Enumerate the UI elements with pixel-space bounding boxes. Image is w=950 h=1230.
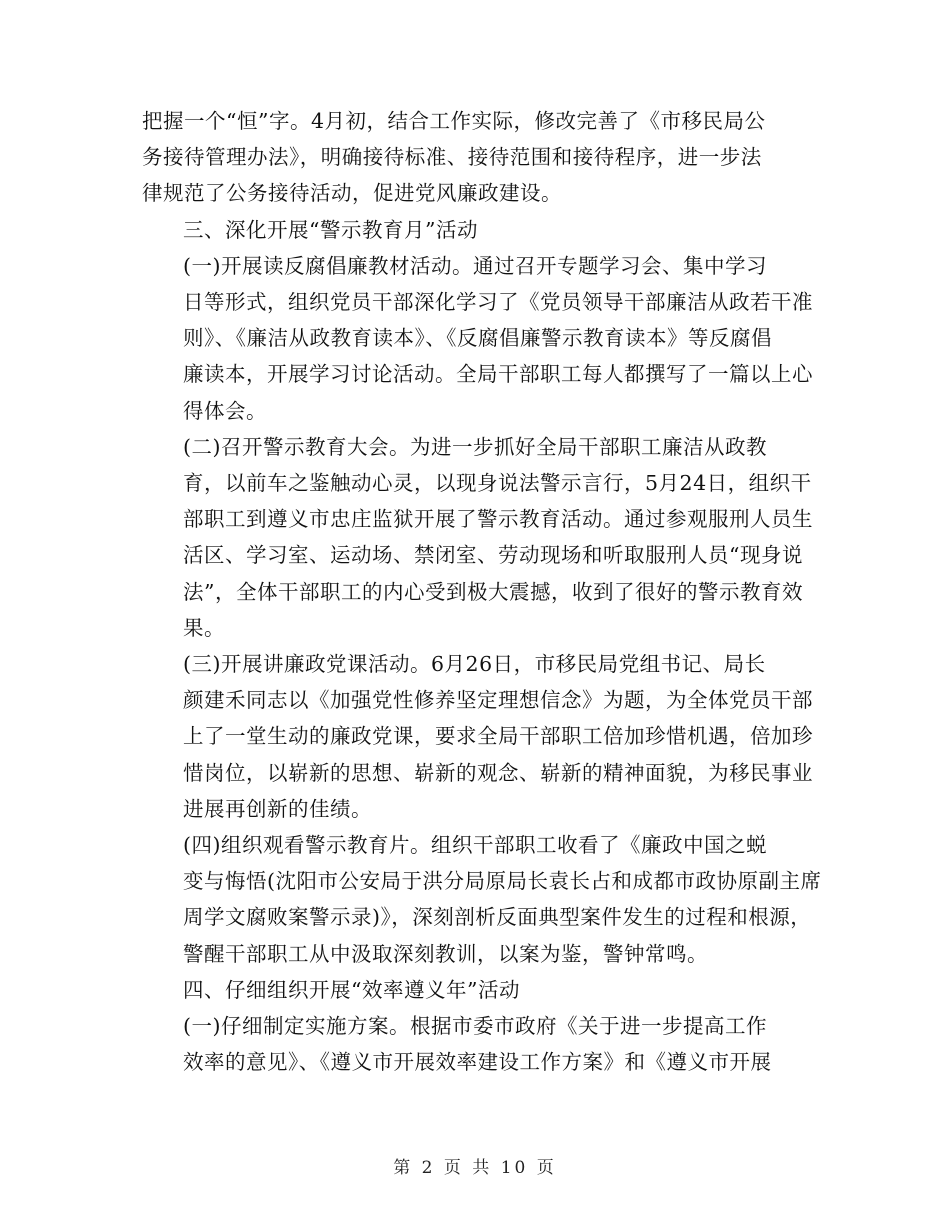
text-line: 变与悔悟(沈阳市公安局于洪分局原局长袁长占和成都市政协原副主席	[183, 869, 822, 894]
paragraph	[142, 827, 822, 972]
text-line: 周学文腐败案警示录)》，深刻剖析反面典型案件发生的过程和根源，	[183, 905, 812, 930]
paragraph	[142, 646, 813, 827]
paragraph	[142, 212, 810, 248]
text-line: 惜岗位，以崭新的思想、崭新的观念、崭新的精神面貌，为移民事业	[183, 760, 813, 785]
text-line: 务接待管理办法》，明确接待标准、接待范围和接待程序，进一步法	[142, 145, 762, 170]
text-line: 警醒干部职工从中汲取深刻教训，以案为鉴，警钟常鸣。	[183, 941, 708, 966]
text-line: 颜建禾同志以《加强党性修养坚定理想信念》为题，为全体党员干部	[183, 688, 813, 713]
paragraph	[142, 1008, 810, 1080]
text-line: 律规范了公务接待活动，促进党风廉政建设。	[142, 181, 562, 206]
text-line: (四)组织观看警示教育片。组织干部职工收看了《廉政中国之蜕	[183, 833, 767, 858]
text-line: 上了一堂生动的廉政党课，要求全局干部职工倍加珍惜机遇，倍加珍	[183, 724, 813, 749]
document-body	[142, 103, 822, 1080]
text-line: 活区、学习室、运动场、禁闭室、劳动现场和听取服刑人员“现身说	[183, 543, 803, 568]
paragraph	[142, 972, 810, 1008]
text-line: (三)开展讲廉政党课活动。6月26日，市移民局党组书记、局长	[183, 652, 766, 677]
text-line: 三、深化开展“警示教育月”活动	[183, 217, 478, 242]
text-line: 果。	[183, 615, 225, 640]
text-line: 廉读本，开展学习讨论活动。全局干部职工每人都撰写了一篇以上心	[183, 362, 813, 387]
text-line: (一)仔细制定实施方案。根据市委市政府《关于进一步提高工作	[183, 1014, 767, 1039]
paragraph	[142, 103, 810, 212]
text-line: (一)开展读反腐倡廉教材活动。通过召开专题学习会、集中学习	[183, 253, 767, 278]
text-line: 则》、《廉洁从政教育读本》、《反腐倡廉警示教育读本》等反腐倡	[183, 326, 772, 351]
paragraph	[142, 429, 813, 646]
text-line: (二)召开警示教育大会。为进一步抓好全局干部职工廉洁从政教	[183, 434, 767, 459]
text-line: 进展再创新的佳绩。	[183, 796, 372, 821]
text-line: 法”，全体干部职工的内心受到极大震撼，收到了很好的警示教育效	[183, 579, 803, 604]
text-line: 日等形式，组织党员干部深化学习了《党员领导干部廉洁从政若干准	[183, 290, 813, 315]
text-line: 效率的意见》、《遵义市开展效率建设工作方案》和《遵义市开展	[183, 1050, 772, 1075]
page-footer: 第 2 页 共 10 页	[393, 1158, 557, 1178]
paragraph	[142, 248, 813, 429]
text-line: 四、仔细组织开展“效率遵义年”活动	[183, 977, 520, 1002]
text-line: 把握一个“恒”字。4月初，结合工作实际，修改完善了《市移民局公	[142, 109, 766, 133]
text-line: 育，以前车之鉴触动心灵，以现身说法警示言行，5月24日，组织干	[183, 471, 812, 496]
text-line: 得体会。	[183, 398, 267, 423]
text-line: 部职工到遵义市忠庄监狱开展了警示教育活动。通过参观服刑人员生	[183, 507, 813, 532]
